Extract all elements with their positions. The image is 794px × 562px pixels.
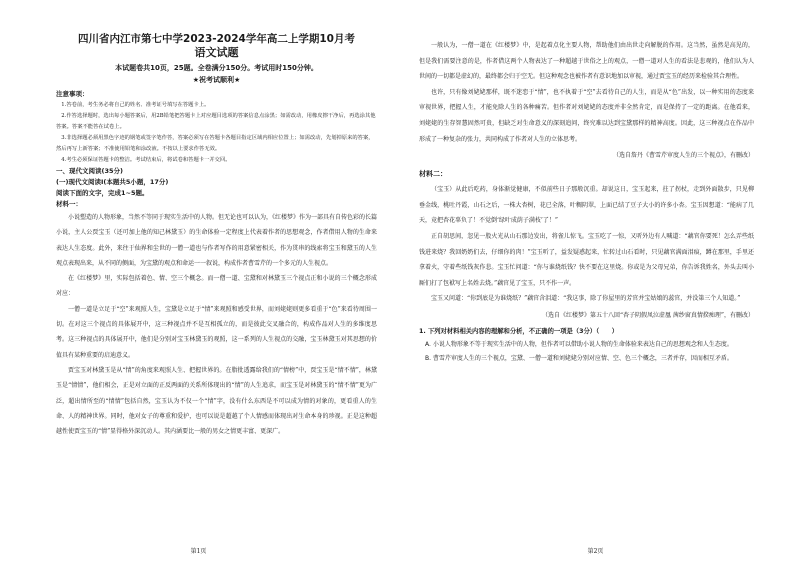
body-paragraph: 也许，只有像刘姥姥那样，既不迷恋于“情”，也不执着于“空”去看待自己的人生，而是从“色”出发，以一种实用的态度来审视世界，把握人生，才能免除人生的各种痛苦。但作者对刘姥姥的态度并非全然肯定，而是保持了一定的距离。在他看来，刘姥姥的生存智慧固然可贵，但缺乏对生命意义的深刻追问，终究难以达到宝黛那样的精神高度。因此，这三种视点在作品中形成了一种复杂的张力，共同构成了作者对人生的立体思考。 — [419, 88, 754, 143]
note-item: 3.非选择题必须用黑色字迹的钢笔或签字笔作答，答案必须写在答题卡各题目指定区域内相应位置上；如需改动，先划掉原来的答案，然后再写上新答案；不准使用铅笔和涂改液。不按以上要求作答无效。 — [56, 135, 374, 152]
notes-heading: 注意事项： — [56, 90, 89, 98]
reading-instruction: 阅读下面的文字，完成1~5题。 — [56, 189, 149, 197]
body-paragraph: 宝玉又问道：“你到底是为谁烧纸？”藕官含泪道：“我这事，除了你屋里的芳官并宝姑娘的蕊官，并没第三个人知道。” — [431, 295, 741, 303]
section-heading: 一、现代文阅读(35分) — [56, 167, 123, 175]
body-paragraph: 贾宝玉对林黛玉是从“情”的角度来观照人生、把握世界的。在脂批透露给我们的“情榜”中，贾宝玉是“情不情”，林黛玉是“情情”，他们相会，正是对立面的正反两面的关系所体现出的“情”的人生追求，而宝玉是对林黛玉的“情不情”更为广泛，超出情所至的“情情”包括自然，宝玉认为不仅一个“情”字，没有什么东西是不可以成为情的对象的，更看重人的生命、人的精神世界。同时，他对女子的尊重和爱护，也可以说是超越了个人情感而体现出对生命本身的珍视。正是这种超越性使贾宝玉的“情”显得格外深沉动人。其内涵要比一般的男女之情更丰富、更深广。 — [56, 366, 377, 436]
body-paragraph: 一僧一道是立足于“空”来观照人生，宝黛是立足于“情”来观照和感受世界，而刘姥姥则更多看重于“色”来看待周围一切。在对这三个视点的具体展开中，这三种视点并不是互相孤立的，而是彼此交叉融合的，构成作品对人生的多维度思考。这三种视点的具体展开中，他们是分别对宝玉林黛玉的观照，这一系列的人生视点的交融，宝玉林黛玉对其思想的价值具有某种重要的启迪意义。 — [56, 305, 377, 359]
subsection-heading: (一)现代文阅读I(本题共5小题，17分) — [56, 178, 169, 186]
question-stem: 1. 下列对材料相关内容的理解和分析，不正确的一项是（3分）（ ） — [419, 327, 619, 335]
body-paragraph: （宝玉）从此后吃药，身体渐觉健康，不似前些日子那般沉重。却说这日，宝玉起来，拄了拐杖，走到外面散步，只见柳垂金线，桃吐丹霞，山石之后，一株大杏树，花已全落，叶稠阴翠，上面已结了豆子大小的许多小杏。宝玉因想道：“能病了几天，竟把杏花辜负了！不觉倒‘绿叶成荫子满枝’了！” — [419, 186, 754, 225]
material-label: 材料二： — [419, 170, 447, 179]
note-item: 4.考生必须保证答题卡的整洁。考试结束后，将试卷和答题卡一并交回。 — [61, 157, 231, 163]
body-paragraph: 小说塑造的人物形象，当然不等同于现实生活中的人物。但无论也可以认为，《红楼梦》作为一部具有自传色彩的长篇小说，主人公贾宝玉（还可加上他的知己林黛玉）的生命体验一定程度上代表着作者的思想观念，作者借用人物的生命来表达人生态度。此外，来往于仙界和尘世的一僧一道也与作者写作的用意紧密相关，作为贯串的线索将宝玉和黛玉的人生观点表现出来，从不同的侧面，为宝黛的观点和命运一一叙说，构成作者曹雪芹的一个多元的人生视点。 — [56, 214, 378, 267]
note-item: 2.作答选择题时，选出每小题答案后，用2B铅笔把答题卡上对应题目选项的答案信息点涂黑；如需改动，用橡皮擦干净后，再选涂其他答案。答案不能答在试卷上。 — [56, 113, 376, 130]
page-footer: 第1页 — [190, 548, 207, 555]
body-paragraph: 在《红楼梦》里，实际包括着色、情、空三个概念。而一僧一道、宝黛和对林黛玉三个视点正和小说的三个概念形成对应： — [56, 275, 377, 298]
source-citation: （选自《红楼梦》第五十八回“杏子阴假凤泣虚凰 茜纱窗真情揆痴理”，有删改） — [541, 311, 754, 319]
note-item: 1.答卷前，考生务必将自己的姓名、准考证号填写在答题卡上。 — [61, 102, 210, 108]
body-paragraph: 正自胡思间，忽见一股火光从山石那边发出，将雀儿惊飞。宝玉吃了一惊，又听外边有人喊道：“藕官你要死！怎么弄些纸钱进来烧？我回奶奶们去，仔细你的肉！”宝玉听了，益发疑惑起来，忙转过山石看时，只见藕官满面泪痕，蹲在那里，手里还拿着火，守着些纸钱灰作悲。宝玉忙问道：“你与谁烧纸钱？快不要在这里烧。你或是为父母兄弟，你告诉我姓名，外头去叫小厮们打了包袱写上名姓去烧。”藕官见了宝玉，只不作一声。 — [419, 232, 754, 287]
page-2 — [397, 0, 794, 562]
body-paragraph: 一般认为，一僧一道在《红楼梦》中，是起着点化主要人物，帮助他们由出世走向解脱的作用。这当然，虽然是高见的，但是我们需要注意的是，作者借这两个人物表达了一种超越于世俗之上的观点，一僧一道对人生的看法是悲观的，他们认为人世间的一切都是虚幻的，最终都会归于空无。但这种观念也被作者有意识地加以审视，通过贾宝玉的经历来检验其合理性。 — [419, 42, 754, 81]
source-citation: （选自詹丹《曹雪芹审度人生的三个视点》，有删改） — [612, 152, 754, 160]
exam-subtitle: 语文试题 — [194, 46, 239, 59]
exam-title: 四川省内江市第七中学2023-2024学年高二上学期10月考 — [78, 33, 355, 45]
page-footer: 第2页 — [587, 548, 604, 555]
material-label: 材料一： — [56, 200, 82, 208]
answer-option-b: B. 曹雪芹审度人生的三个视点，宝黛、一僧一道和刘姥姥分别对应情、空、色三个概念，三者并存，因而相互矛盾。 — [425, 354, 733, 362]
exam-info: 本试题卷共10页，25题。全卷满分150分。考试用时150分钟。 — [115, 64, 318, 72]
exam-motto: ★祝考试顺利★ — [192, 76, 241, 84]
answer-option-a: A. 小说人物形象不等于现实生活中的人物，但作者可以借助小说人物的生命体验来表达自己的思想观念和人生态度。 — [425, 340, 733, 348]
